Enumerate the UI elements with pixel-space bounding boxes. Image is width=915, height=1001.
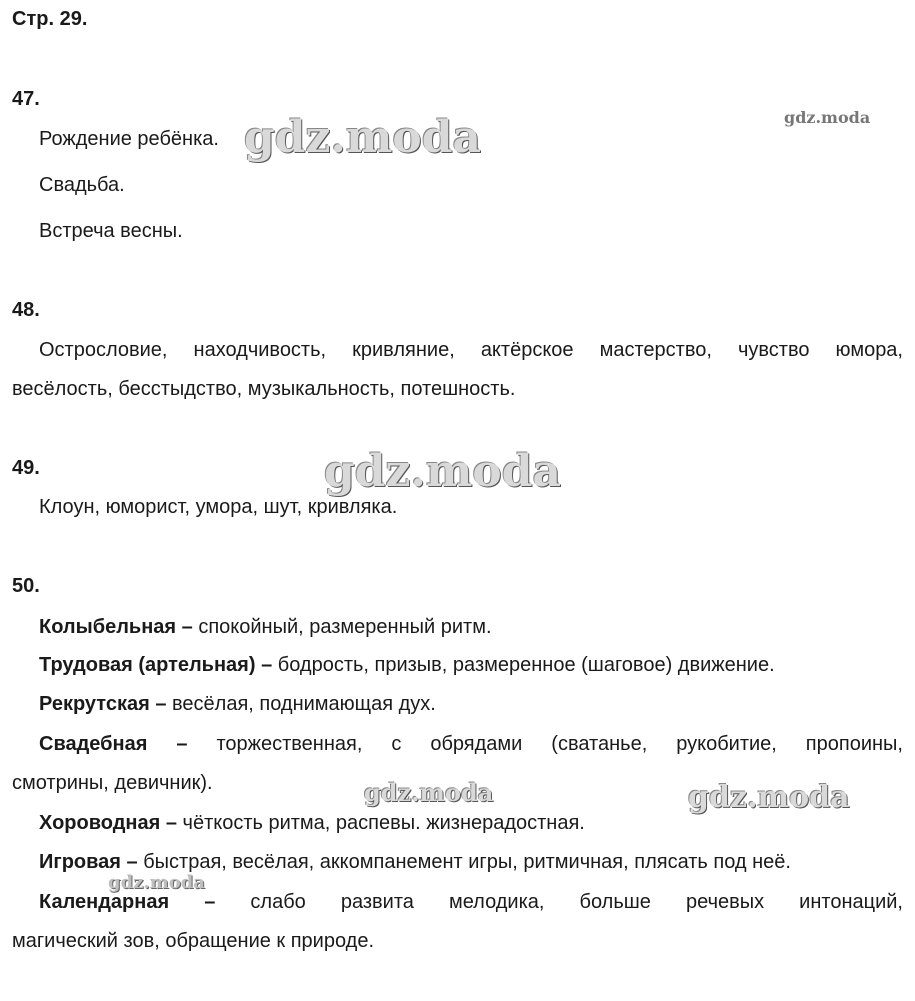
song-separator: – <box>120 851 144 873</box>
exercise-47-line-1: Рождение ребёнка. <box>39 128 219 150</box>
exercise-48-line-1: Острословие, находчивость, кривляние, актёрское мастерство, чувство юмора, <box>39 339 903 361</box>
exercise-47-line-2: Свадьба. <box>39 174 125 196</box>
song-separator: – <box>169 891 251 913</box>
song-type-lullaby <box>39 616 492 639</box>
exercise-48-line-2: весёлость, бесстыдство, музыкальность, потешность. <box>12 378 516 400</box>
exercise-49-line-1: Клоун, юморист, умора, шут, кривляка. <box>39 496 398 518</box>
song-term: Колыбельная <box>39 616 177 638</box>
watermark: gdz.moda <box>108 872 205 893</box>
song-term: Игровая <box>39 851 121 873</box>
song-description: спокойный, размеренный ритм. <box>198 616 492 638</box>
song-separator: – <box>255 654 278 676</box>
exercise-47-line-3: Встреча весны. <box>39 220 183 242</box>
song-description: торжественная, с обрядами (сватанье, рукобитие, пропоины, <box>216 733 903 755</box>
watermark: gdz.moda <box>324 446 562 497</box>
song-description: слабо развита мелодика, больше речевых интонаций, <box>250 891 903 913</box>
song-separator: – <box>176 616 199 638</box>
song-term: Календарная <box>39 891 170 913</box>
watermark: gdz.moda <box>364 778 494 807</box>
exercise-49-number: 49. <box>12 457 40 479</box>
song-type-wedding <box>39 733 903 756</box>
song-type-wedding-continued: смотрины, девичник). <box>12 772 213 794</box>
watermark: gdz.moda <box>244 112 482 163</box>
song-type-recruit <box>39 693 436 716</box>
song-term: Свадебная <box>39 733 148 755</box>
song-term: Трудовая (артельная) <box>39 654 256 676</box>
song-type-calendar <box>39 891 903 914</box>
song-description: чёткость ритма, распевы. жизнерадостная. <box>182 812 585 834</box>
song-separator: – <box>149 693 173 715</box>
song-type-calendar-continued: магический зов, обращение к природе. <box>12 930 375 952</box>
song-description: весёлая, поднимающая дух. <box>172 693 436 715</box>
song-type-round-dance <box>39 812 585 835</box>
song-separator: – <box>160 812 183 834</box>
song-term: Рекрутская <box>39 693 150 715</box>
song-type-labor <box>39 654 775 677</box>
exercise-48-number: 48. <box>12 299 40 321</box>
exercise-47-number: 47. <box>12 88 40 110</box>
song-description: быстрая, весёлая, аккомпанемент игры, ритмичная, плясать под неё. <box>143 851 791 873</box>
page-number: Стр. 29. <box>12 8 88 30</box>
song-description: бодрость, призыв, размеренное (шаговое) движение. <box>277 654 775 676</box>
watermark: gdz.moda <box>688 780 850 815</box>
song-term: Хороводная <box>39 812 161 834</box>
song-type-game <box>39 851 791 874</box>
song-separator: – <box>147 733 217 755</box>
watermark: gdz.moda <box>784 108 871 127</box>
exercise-50-number: 50. <box>12 575 40 597</box>
